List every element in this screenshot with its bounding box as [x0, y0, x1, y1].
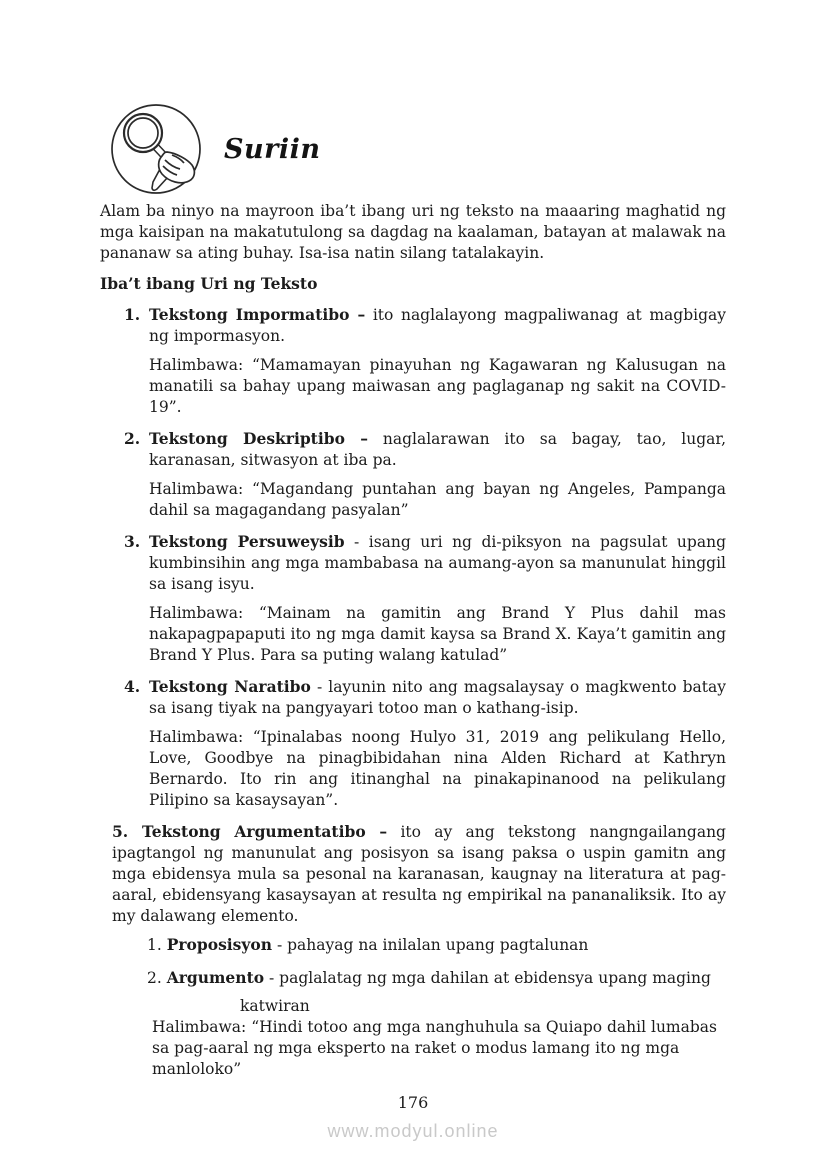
section-heading: Iba’t ibang Uri ng Teksto [100, 274, 318, 293]
item-definition-text: naglalarawan ito sa bagay, tao, lugar, karanasan, sitwasyon at iba pa. [149, 430, 727, 469]
item-number: 3. [124, 532, 141, 551]
page-footer [0, 1092, 826, 1142]
item-example: Halimbawa: “Ipinalabas noong Hulyo 31, 2019 ang pelikulang Hello, Love, Goodbye na pinagbibidahan nina Alden Richard at Kathryn Bernardo. Ito rin ang itinanghal na pinakapinanood na pelikulang Pilipino sa kasaysayan”. [149, 728, 726, 809]
item-definition-text: ito ay ang tekstong nangngailangang ipagtangol ng manunulat ang posisyon sa isang paksa o uspin gamitn ang mga ebidensya mula sa pesonal na karanasan, kaugnay na literatura at pag-aaral, ebidensyang kasaysayan at resulta ng empirikal na pananaliksik. Ito ay my dalawang elemento. [112, 823, 726, 925]
subitem-definition: - paglalatag ng mga dahilan at ebidensya upang maging [269, 969, 711, 987]
item-number: 4. [124, 677, 141, 696]
item-definition-text: - layunin nito ang magsalaysay o magkwento batay sa isang tiyak na pangyayari totoo man o kathang-isip. [149, 678, 727, 717]
subitem-continuation: katwiran [240, 997, 310, 1015]
list-item-persuweysib [100, 531, 726, 666]
magnifying-glass-icon [110, 103, 202, 195]
item-definition-text: ito naglalayong magpaliwanag at magbigay ng impormasyon. [149, 306, 726, 345]
subitem-definition: - pahayag na inilalan upang pagtalunan [276, 936, 589, 954]
item-number: 1. [124, 305, 141, 324]
section-header [110, 0, 726, 195]
intro-paragraph: Alam ba ninyo na mayroon iba’t ibang uri ng teksto na maaaring maghatid ng mga kaisipan na makatutulong sa dagdag na kaalaman, batayan at malawak na pananaw sa ating buhay. Isa-isa natin silang tatalakayin. [100, 202, 726, 262]
page-number: 176 [397, 1093, 429, 1112]
watermark: www.modyul.online [327, 1121, 499, 1141]
item-definition [149, 428, 726, 471]
page-title: Suriin [224, 133, 321, 165]
list-item-deskriptibo [100, 428, 726, 521]
sublist-item-argumento [147, 967, 726, 989]
item-example: Halimbawa: “Magandang puntahan ang bayan ng Angeles, Pampanga dahil sa magagandang pasyalan” [149, 480, 726, 519]
item-term [112, 822, 387, 841]
item-number: 5. [112, 822, 129, 841]
subitem-number: 2. [147, 969, 162, 987]
item-definition-text: - isang uri ng di-piksyon na pagsulat upang kumbinsihin ang mga mambabasa na aumang-ayon sa manunulat hinggil sa isang isyu. [149, 533, 726, 593]
elements-example: Halimbawa: “Hindi totoo ang mga nanghuhula sa Quiapo dahil lumabas sa pag-aaral ng mga eksperto na raket o modus lamang ito ng mga manloloko” [152, 1018, 717, 1078]
item-definition [149, 676, 726, 719]
item-term: Tekstong Deskriptibo – [149, 429, 368, 448]
item-term: Tekstong Naratibo [149, 677, 311, 696]
item-example: Halimbawa: “Mamamayan pinayuhan ng Kagawaran ng Kalusugan na manatili sa bahay upang maiwasan ang paglaganap ng sakit na COVID-19”. [149, 356, 726, 416]
item-term: Tekstong Persuweysib [149, 532, 345, 551]
item-example: Halimbawa: “Mainam na gamitin ang Brand Y Plus dahil mas nakapagpapaputi ito ng mga damit kaysa sa Brand X. Kaya’t gamitin ang Brand Y Plus. Para sa puting walang katulad” [149, 604, 726, 664]
subitem-term: Proposisyon [166, 935, 273, 954]
item-number: 2. [124, 429, 141, 448]
item-definition [149, 304, 726, 347]
elements-sublist [147, 934, 726, 989]
item-definition [149, 531, 726, 595]
sublist-item-proposisyon [147, 934, 726, 956]
list-item-naratibo [100, 676, 726, 811]
list-item-argumentatibo [112, 821, 726, 927]
subitem-term: Argumento [166, 968, 265, 987]
subitem-number: 1. [147, 936, 162, 954]
list-item-impormatibo [100, 304, 726, 418]
item-term: Tekstong Impormatibo – [149, 305, 366, 324]
item-term-text: Tekstong Argumentatibo – [141, 822, 388, 841]
